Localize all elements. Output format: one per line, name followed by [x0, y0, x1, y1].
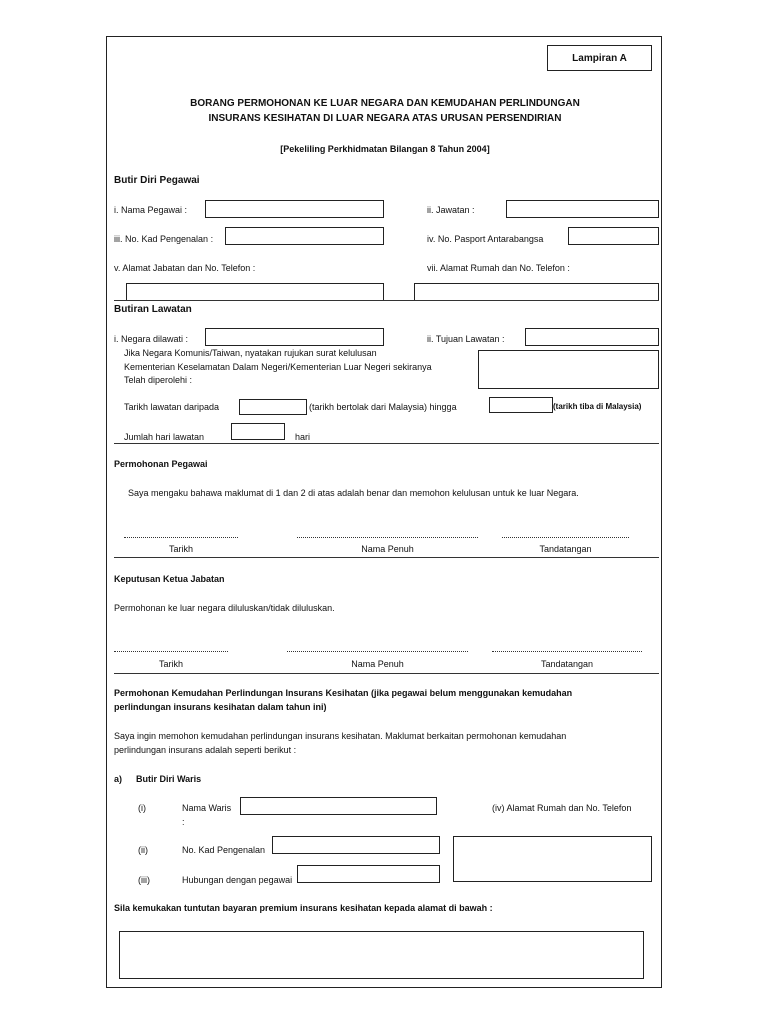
jawatan-field[interactable] — [506, 200, 659, 218]
pasport-field[interactable] — [568, 227, 659, 245]
keputusan-line-tandatangan — [492, 651, 642, 652]
tarikh-lawatan-label: Tarikh lawatan daripada — [124, 402, 220, 412]
divider-lawatan — [114, 443, 659, 444]
signature-line-nama — [297, 537, 478, 538]
tarikh-tiba-field[interactable] — [489, 397, 553, 413]
tiba-label: (tarikh tiba di Malaysia) — [553, 402, 642, 411]
section-butir-diri-heading: Butir Diri Pegawai — [114, 175, 200, 186]
kad-waris-label: No. Kad Pengenalan — [182, 845, 266, 855]
alamat-waris-label: (iv) Alamat Rumah dan No. Telefon — [492, 803, 632, 813]
nama-pegawai-field[interactable] — [205, 200, 384, 218]
divider-keputusan — [114, 673, 659, 674]
waris-letter: a) — [114, 774, 123, 784]
alamat-rumah-field[interactable] — [414, 283, 659, 301]
hubungan-label: Hubungan dengan pegawai — [182, 875, 293, 885]
form-title-line1: BORANG PERMOHONAN KE LUAR NEGARA DAN KEMUDAHAN PERLINDUNGAN — [190, 98, 580, 109]
alamat-jabatan-field[interactable] — [126, 283, 384, 301]
section-keputusan-heading: Keputusan Ketua Jabatan — [114, 574, 225, 584]
waris-item2-num: (ii) — [138, 845, 148, 855]
kad-pengenalan-field[interactable] — [225, 227, 384, 245]
hubungan-field[interactable] — [297, 865, 440, 883]
signature-line-tarikh — [124, 537, 238, 538]
keputusan-tandatangan-label: Tandatangan — [540, 659, 594, 669]
rujukan-surat-field[interactable] — [478, 350, 659, 389]
section-permohonan-heading: Permohonan Pegawai — [114, 459, 208, 469]
tarikh-bertolak-field[interactable] — [239, 399, 307, 415]
nama-waris-field[interactable] — [240, 797, 437, 815]
divider-permohonan — [114, 557, 659, 558]
insurans-statement-line1: Saya ingin memohon kemudahan perlindungan insurans kesihatan. Maklumat berkaitan permohonan kemudahan — [114, 731, 567, 741]
permohonan-statement: Saya mengaku bahawa maklumat di 1 dan 2 di atas adalah benar dan memohon kelulusan untuk ke luar Negara. — [128, 488, 579, 498]
alamat-rumah-label: vii. Alamat Rumah dan No. Telefon : — [427, 263, 570, 273]
nama-pegawai-label: i. Nama Pegawai : — [114, 205, 188, 215]
keputusan-tarikh-label: Tarikh — [158, 659, 183, 669]
tujuan-field[interactable] — [525, 328, 659, 346]
jawatan-label: ii. Jawatan : — [427, 205, 475, 215]
circular-reference: [Pekeliling Perkhidmatan Bilangan 8 Tahun 2004] — [280, 144, 490, 154]
waris-item1-num: (i) — [138, 803, 146, 813]
negara-field[interactable] — [205, 328, 384, 346]
nama-waris-label: Nama Waris — [182, 803, 232, 813]
nama-waris-colon: : — [182, 817, 185, 827]
keputusan-statement: Permohonan ke luar negara diluluskan/tidak diluluskan. — [114, 603, 335, 613]
hari-label: hari — [295, 432, 311, 442]
form-title-line2: INSURANS KESIHATAN DI LUAR NEGARA ATAS URUSAN PERSENDIRIAN — [208, 113, 562, 124]
section-lawatan-heading: Butiran Lawatan — [114, 304, 192, 315]
tuntutan-label: Sila kemukakan tuntutan bayaran premium insurans kesihatan kepada alamat di bawah : — [114, 903, 493, 913]
jumlah-hari-label: Jumlah hari lawatan — [124, 432, 205, 442]
jumlah-hari-field[interactable] — [231, 423, 285, 440]
keputusan-line-tarikh — [114, 651, 228, 652]
signature-nama-label: Nama Penuh — [361, 544, 414, 554]
insurans-statement-line2: perlindungan insurans adalah seperti berikut : — [114, 745, 297, 755]
alamat-jabatan-label: v. Alamat Jabatan dan No. Telefon : — [114, 263, 256, 273]
tuntutan-alamat-field[interactable] — [119, 931, 644, 979]
komunis-note-line2: Kementerian Keselamatan Dalam Negeri/Kementerian Luar Negeri sekiranya — [124, 362, 432, 372]
waris-item3-num: (iii) — [138, 875, 150, 885]
negara-label: i. Negara dilawati : — [114, 334, 189, 344]
insurans-heading-line1: Permohonan Kemudahan Perlindungan Insurans Kesihatan (jika pegawai belum menggunakan kemudahan — [114, 688, 573, 698]
alamat-waris-field[interactable] — [453, 836, 652, 882]
kad-pengenalan-label: iii. No. Kad Pengenalan : — [114, 234, 214, 244]
pasport-label: iv. No. Pasport Antarabangsa — [427, 234, 544, 244]
kad-waris-field[interactable] — [272, 836, 440, 854]
bertolak-label: (tarikh bertolak dari Malaysia) hingga — [309, 402, 457, 412]
signature-line-tandatangan — [502, 537, 629, 538]
tujuan-label: ii. Tujuan Lawatan : — [427, 334, 505, 344]
lampiran-label: Lampiran A — [572, 53, 627, 64]
keputusan-nama-label: Nama Penuh — [351, 659, 404, 669]
komunis-note-line3: Telah diperolehi : — [124, 375, 193, 385]
insurans-heading-line2: perlindungan insurans kesihatan dalam tahun ini) — [114, 702, 327, 712]
divider-butir-diri — [114, 300, 659, 301]
waris-heading: Butir Diri Waris — [136, 774, 202, 784]
keputusan-line-nama — [287, 651, 468, 652]
form-page — [106, 36, 662, 988]
signature-tarikh-label: Tarikh — [168, 544, 193, 554]
komunis-note-line1: Jika Negara Komunis/Taiwan, nyatakan rujukan surat kelulusan — [124, 348, 377, 358]
signature-tandatangan-label: Tandatangan — [539, 544, 592, 554]
lampiran-box — [547, 45, 652, 71]
